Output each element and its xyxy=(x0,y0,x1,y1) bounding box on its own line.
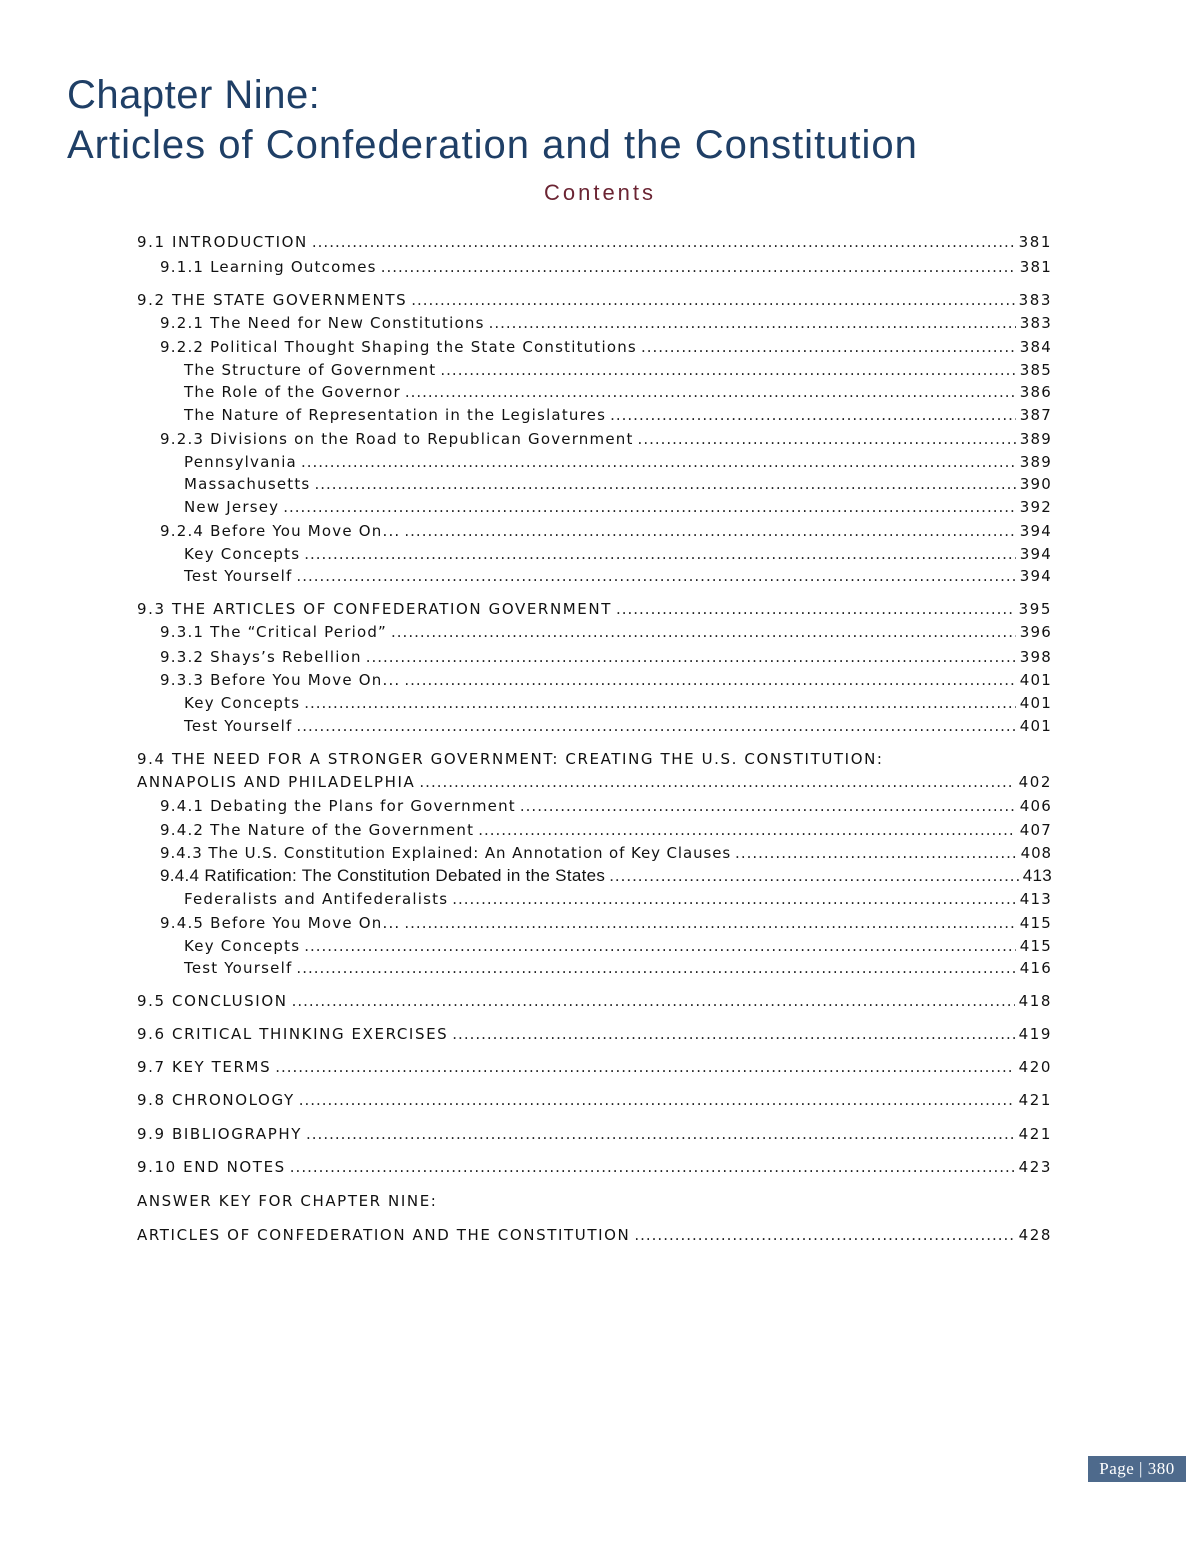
toc-entry[interactable] xyxy=(184,693,1052,713)
toc-entry-heading-line[interactable]: 9.4 THE NEED FOR A STRONGER GOVERNMENT: CREATING THE U.S. CONSTITUTION: xyxy=(137,750,884,768)
toc-entry-page: 381 xyxy=(1019,258,1052,276)
toc-entry[interactable] xyxy=(184,497,1052,517)
toc-entry-page: 394 xyxy=(1019,567,1052,585)
toc-dot-leader xyxy=(452,889,1016,909)
toc-entry[interactable] xyxy=(184,936,1052,956)
toc-entry[interactable] xyxy=(137,1124,1052,1144)
chapter-title-line-1: Chapter Nine: xyxy=(67,73,321,117)
toc-entry[interactable] xyxy=(137,290,1052,310)
toc-entry[interactable] xyxy=(160,647,1052,667)
toc-entry-label: 9.4.3 The U.S. Constitution Explained: An Annotation of Key Clauses xyxy=(160,844,732,862)
toc-entry[interactable] xyxy=(160,337,1052,357)
toc-entry-label: Test Yourself xyxy=(184,959,293,977)
toc-entry-page: 395 xyxy=(1018,600,1052,618)
toc-entry-page: 401 xyxy=(1019,694,1052,712)
toc-entry-page: 390 xyxy=(1019,475,1052,493)
toc-entry-label: Test Yourself xyxy=(184,717,293,735)
toc-entry-label: Key Concepts xyxy=(184,694,301,712)
toc-entry-label: 9.8 CHRONOLOGY xyxy=(137,1091,295,1109)
toc-dot-leader xyxy=(381,257,1016,277)
toc-dot-leader xyxy=(641,337,1016,357)
toc-entry-page: 401 xyxy=(1019,671,1052,689)
toc-entry-page: 428 xyxy=(1018,1226,1052,1244)
toc-entry-label: Pennsylvania xyxy=(184,453,297,471)
toc-entry[interactable] xyxy=(160,429,1052,449)
toc-entry[interactable] xyxy=(160,622,1052,642)
toc-entry-label: Key Concepts xyxy=(184,937,301,955)
toc-entry[interactable] xyxy=(184,405,1052,425)
toc-entry-label: 9.2.4 Before You Move On... xyxy=(160,522,401,540)
toc-entry[interactable] xyxy=(160,670,1052,690)
toc-entry-page: 381 xyxy=(1018,233,1052,251)
toc-entry-label: 9.10 END NOTES xyxy=(137,1158,286,1176)
toc-entry-label: The Nature of Representation in the Legislatures xyxy=(184,406,607,424)
toc-entry-page: 383 xyxy=(1018,291,1052,309)
toc-entry-page: 383 xyxy=(1019,314,1052,332)
toc-entry-label: 9.6 CRITICAL THINKING EXERCISES xyxy=(137,1025,449,1043)
toc-entry-label: Key Concepts xyxy=(184,545,301,563)
toc-dot-leader xyxy=(404,913,1015,933)
toc-entry-label: 9.3.2 Shays’s Rebellion xyxy=(160,648,362,666)
toc-entry-page: 416 xyxy=(1019,959,1052,977)
toc-entry-label: 9.4.1 Debating the Plans for Government xyxy=(160,797,516,815)
chapter-title-line-2: Articles of Confederation and the Constitution xyxy=(67,123,918,167)
toc-dot-leader xyxy=(275,1057,1014,1077)
toc-entry[interactable] xyxy=(184,452,1052,472)
toc-entry-page: 394 xyxy=(1019,522,1052,540)
toc-entry-label: The Structure of Government xyxy=(184,361,437,379)
toc-entry-page: 396 xyxy=(1019,623,1052,641)
toc-entry-label: 9.1 INTRODUCTION xyxy=(137,233,308,251)
toc-dot-leader xyxy=(616,599,1015,619)
contents-heading: Contents xyxy=(543,180,657,205)
toc-entry[interactable] xyxy=(184,958,1052,978)
toc-entry[interactable] xyxy=(137,232,1052,252)
toc-entry-page: 408 xyxy=(1020,844,1052,862)
toc-entry-page: 415 xyxy=(1019,937,1052,955)
toc-entry-label: 9.2.3 Divisions on the Road to Republican Government xyxy=(160,430,634,448)
toc-entry-page: 394 xyxy=(1019,545,1052,563)
toc-dot-leader xyxy=(452,1024,1014,1044)
toc-entry-page: 392 xyxy=(1019,498,1052,516)
toc-entry-page: 386 xyxy=(1019,383,1052,401)
toc-entry-page: 418 xyxy=(1018,992,1052,1010)
toc-entry-page: 387 xyxy=(1019,406,1052,424)
toc-entry-page: 415 xyxy=(1019,914,1052,932)
toc-entry-page: 389 xyxy=(1019,453,1052,471)
toc-entry-label: 9.4.2 The Nature of the Government xyxy=(160,821,475,839)
toc-entry-label: Massachusetts xyxy=(184,475,311,493)
toc-dot-leader xyxy=(735,843,1017,863)
toc-entry-label: 9.2.1 The Need for New Constitutions xyxy=(160,314,485,332)
toc-entry-page: 389 xyxy=(1019,430,1052,448)
toc-entry-label: ARTICLES OF CONFEDERATION AND THE CONSTITUTION xyxy=(137,1226,631,1244)
toc-entry[interactable] xyxy=(137,1090,1052,1110)
toc-entry-label: Federalists and Antifederalists xyxy=(184,890,449,908)
toc-dot-leader xyxy=(292,991,1015,1011)
toc-dot-leader xyxy=(304,544,1016,564)
toc-dot-leader xyxy=(634,1225,1014,1245)
toc-dot-leader xyxy=(304,693,1016,713)
toc-entry-label: 9.5 CONCLUSION xyxy=(137,992,288,1010)
toc-dot-leader xyxy=(405,382,1016,402)
toc-entry[interactable] xyxy=(160,843,1052,863)
toc-entry-label: Test Yourself xyxy=(184,567,293,585)
toc-entry[interactable] xyxy=(137,1225,1052,1245)
toc-entry[interactable] xyxy=(160,796,1052,816)
toc-dot-leader xyxy=(366,647,1016,667)
toc-entry-page: 420 xyxy=(1018,1058,1052,1076)
toc-entry-page: 421 xyxy=(1018,1091,1052,1109)
toc-dot-leader xyxy=(419,772,1014,792)
toc-entry-label: 9.1.1 Learning Outcomes xyxy=(160,258,377,276)
page-number-badge: Page | 380 xyxy=(1088,1456,1186,1482)
toc-dot-leader xyxy=(299,1090,1015,1110)
toc-dot-leader xyxy=(304,936,1016,956)
toc-entry-label: New Jersey xyxy=(184,498,280,516)
toc-entry-label: 9.3.3 Before You Move On... xyxy=(160,671,401,689)
toc-entry-page: 419 xyxy=(1018,1025,1052,1043)
toc-entry[interactable] xyxy=(184,566,1052,586)
toc-dot-leader xyxy=(404,670,1015,690)
toc-entry-page: 421 xyxy=(1018,1125,1052,1143)
toc-entry-label: 9.4.5 Before You Move On... xyxy=(160,914,401,932)
toc-dot-leader xyxy=(610,405,1016,425)
toc-entry[interactable] xyxy=(160,521,1052,541)
toc-dot-leader xyxy=(296,958,1015,978)
toc-dot-leader xyxy=(391,622,1016,642)
toc-entry-page: 402 xyxy=(1018,773,1052,791)
toc-entry-page: 407 xyxy=(1019,821,1052,839)
toc-entry-page: 413 xyxy=(1022,866,1052,885)
toc-entry-label: 9.9 BIBLIOGRAPHY xyxy=(137,1125,303,1143)
toc-entry-label: 9.3 THE ARTICLES OF CONFEDERATION GOVERNMENT xyxy=(137,600,612,618)
toc-entry-page: 401 xyxy=(1019,717,1052,735)
toc-dot-leader xyxy=(312,232,1015,252)
toc-entry-label: ANNAPOLIS AND PHILADELPHIA xyxy=(137,773,416,791)
toc-entry-label: 9.7 KEY TERMS xyxy=(137,1058,272,1076)
toc-dot-leader xyxy=(489,313,1016,333)
toc-dot-leader xyxy=(411,290,1014,310)
toc-entry-page: 423 xyxy=(1018,1158,1052,1176)
toc-entry[interactable] xyxy=(137,1057,1052,1077)
toc-dot-leader xyxy=(314,474,1015,494)
toc-dot-leader xyxy=(283,497,1016,517)
toc-dot-leader xyxy=(638,429,1016,449)
toc-entry-page: 406 xyxy=(1019,797,1052,815)
toc-entry[interactable] xyxy=(184,889,1052,909)
toc-entry[interactable] xyxy=(184,474,1052,494)
toc-entry-heading-line[interactable]: ANSWER KEY FOR CHAPTER NINE: xyxy=(137,1192,438,1210)
toc-entry-page: 413 xyxy=(1019,890,1052,908)
toc-entry[interactable] xyxy=(160,257,1052,277)
toc-dot-leader xyxy=(520,796,1016,816)
toc-entry[interactable] xyxy=(160,820,1052,840)
toc-entry[interactable] xyxy=(184,716,1052,736)
toc-entry-page: 384 xyxy=(1019,338,1052,356)
toc-entry[interactable] xyxy=(160,866,1052,886)
toc-dot-leader xyxy=(440,360,1015,380)
toc-entry[interactable] xyxy=(184,360,1052,380)
toc-entry[interactable] xyxy=(137,1157,1052,1177)
toc-entry-label: The Role of the Governor xyxy=(184,383,401,401)
toc-entry[interactable] xyxy=(184,544,1052,564)
toc-entry[interactable] xyxy=(137,991,1052,1011)
toc-entry-label: 9.2.2 Political Thought Shaping the State Constitutions xyxy=(160,338,637,356)
toc-entry[interactable] xyxy=(137,599,1052,619)
toc-entry-page: 385 xyxy=(1019,361,1052,379)
toc-dot-leader xyxy=(609,866,1019,886)
toc-entry[interactable] xyxy=(137,772,1052,792)
toc-entry-label: 9.4.4 Ratification: The Constitution Debated in the States xyxy=(160,866,606,885)
toc-dot-leader xyxy=(301,452,1016,472)
toc-entry[interactable] xyxy=(160,913,1052,933)
toc-dot-leader xyxy=(296,716,1015,736)
toc-dot-leader xyxy=(306,1124,1015,1144)
toc-entry[interactable] xyxy=(137,1024,1052,1044)
toc-entry-page: 398 xyxy=(1019,648,1052,666)
toc-entry[interactable] xyxy=(184,382,1052,402)
toc-entry[interactable] xyxy=(160,313,1052,333)
toc-dot-leader xyxy=(290,1157,1015,1177)
toc-dot-leader xyxy=(478,820,1016,840)
toc-dot-leader xyxy=(296,566,1015,586)
toc-entry-label: 9.2 THE STATE GOVERNMENTS xyxy=(137,291,408,309)
toc-entry-label: 9.3.1 The “Critical Period” xyxy=(160,623,388,641)
toc-dot-leader xyxy=(404,521,1015,541)
